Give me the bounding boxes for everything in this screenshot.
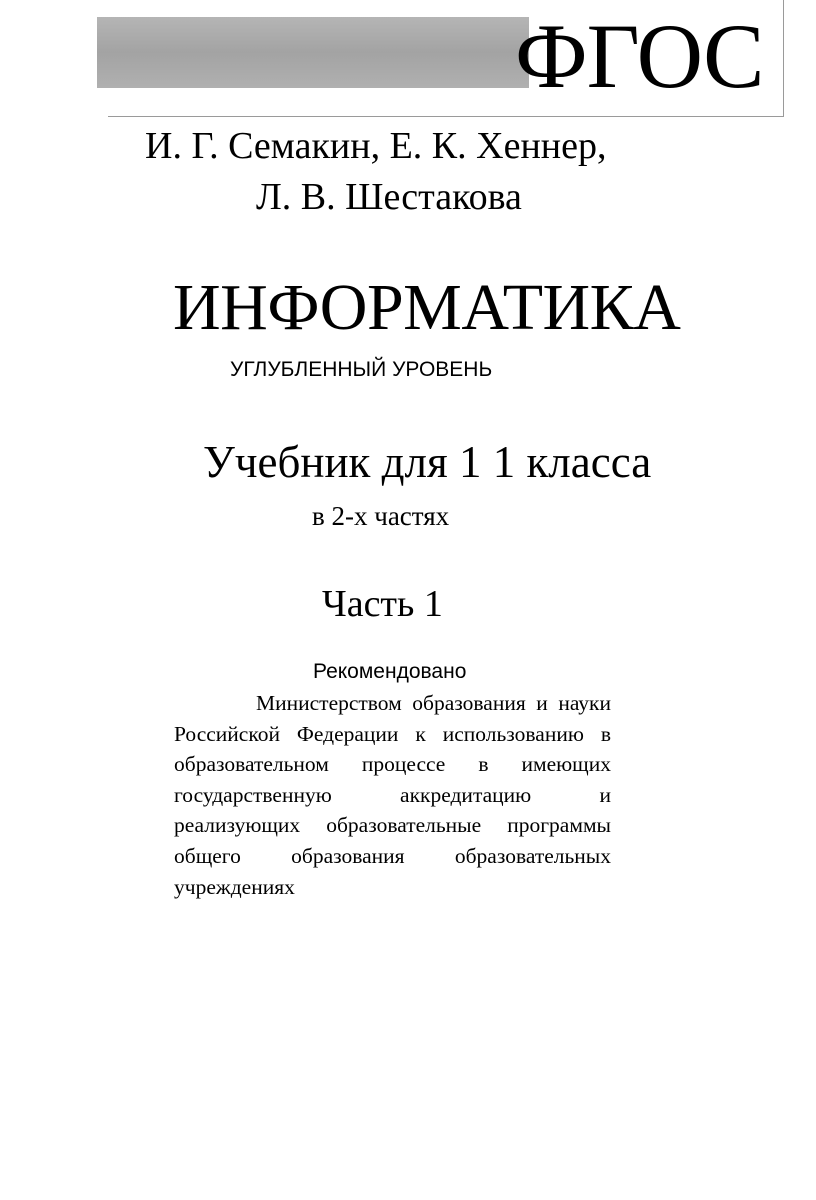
header-vertical-rule xyxy=(783,0,784,116)
book-parts-note: в 2-х частях xyxy=(312,501,450,531)
fgos-badge-bar xyxy=(97,17,529,88)
recommendation-text: Министерством образования и науки Российской Федерации к использованию в образовательном процессе в имеющих государственную аккредитацию и реализующих образовательные программы общего образования образовательных учреждениях xyxy=(174,691,611,899)
book-grade: Учебник для 1 1 класса xyxy=(203,437,652,487)
authors-line-1: И. Г. Семакин, Е. К. Хеннер, xyxy=(145,125,607,167)
fgos-badge-text: ФГОС xyxy=(515,5,764,107)
authors-line-2: Л. В. Шестакова xyxy=(256,176,522,218)
book-title: ИНФОРМАТИКА xyxy=(173,271,681,344)
book-level: УГЛУБЛЕННЫЙ УРОВЕНЬ xyxy=(230,358,493,381)
book-part: Часть 1 xyxy=(322,583,443,625)
header-horizontal-rule xyxy=(108,116,784,117)
recommendation-heading: Рекомендовано xyxy=(313,660,467,683)
